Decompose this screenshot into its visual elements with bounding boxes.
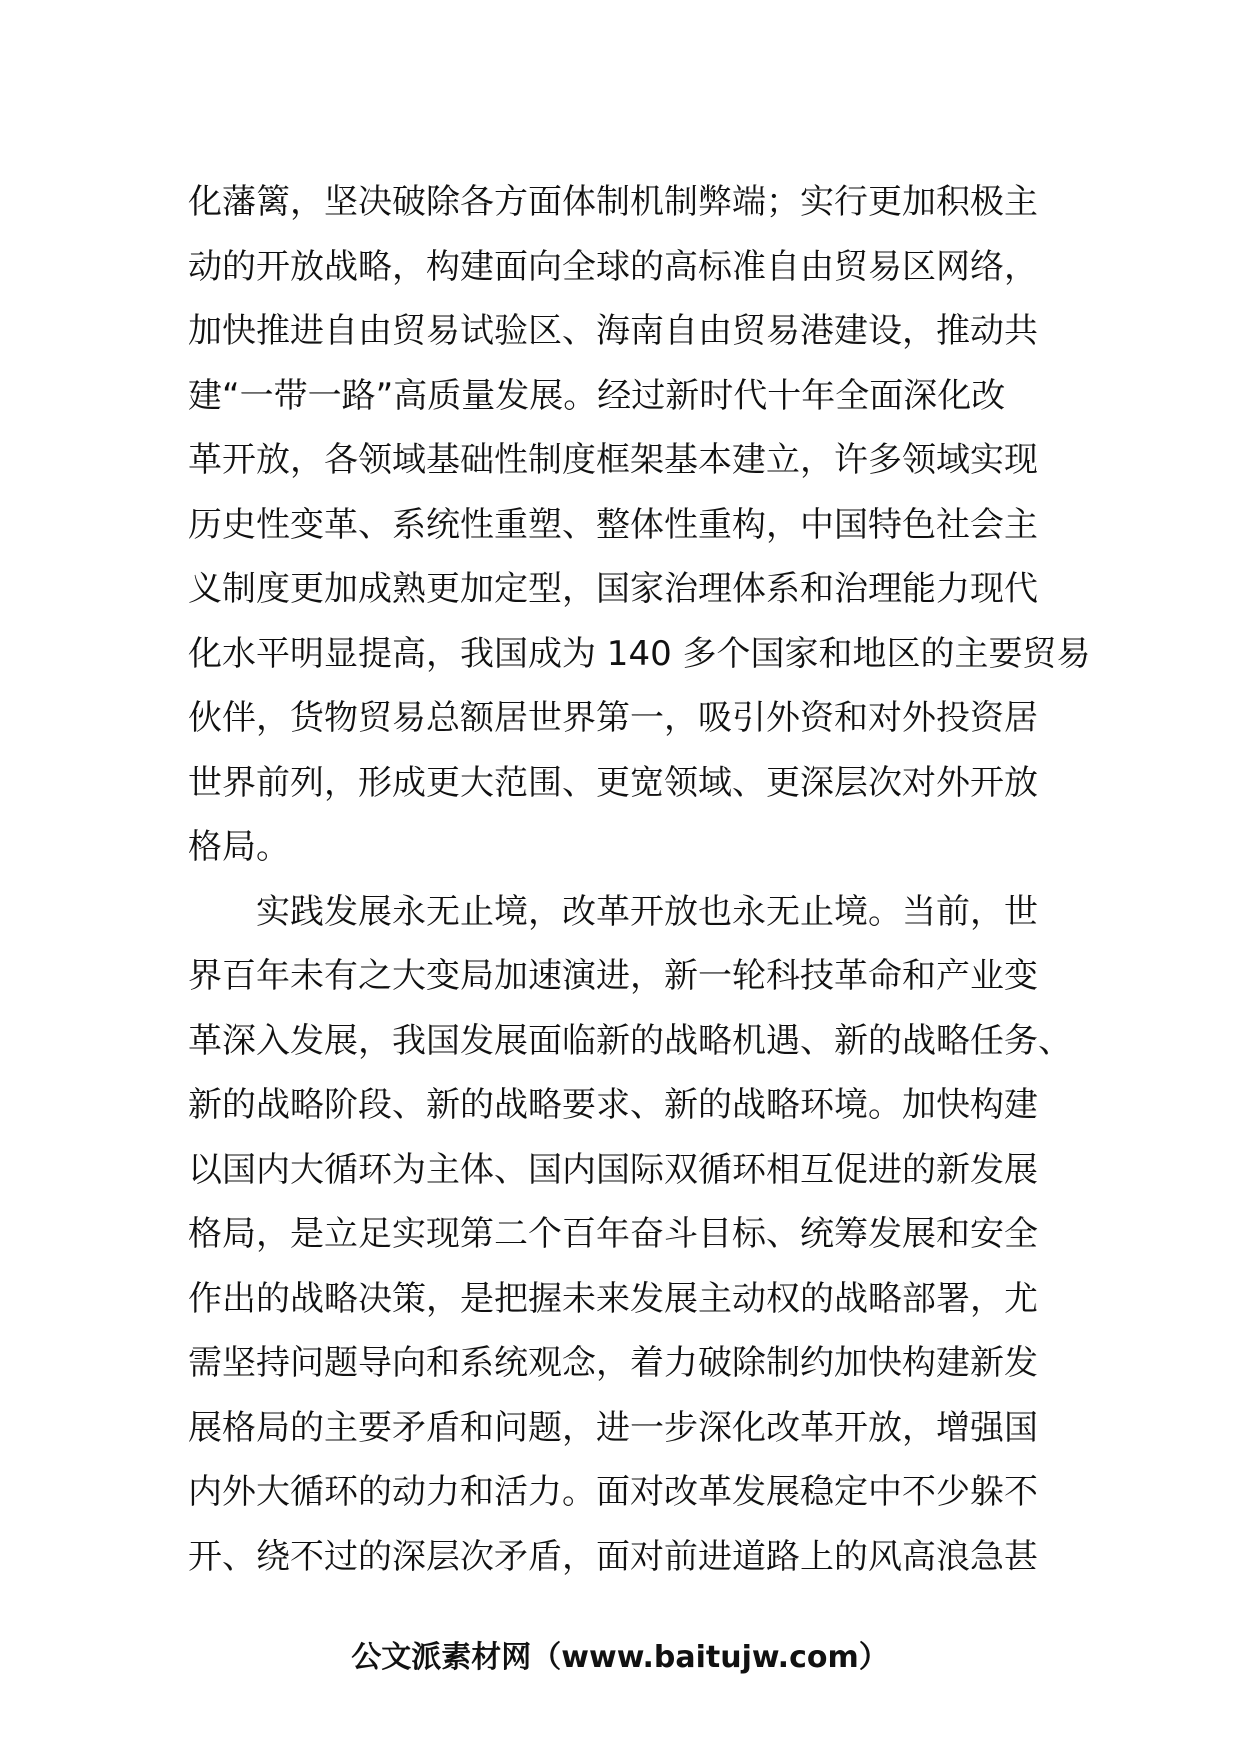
text-line: 化水平明显提高，我国成为 140 多个国家和地区的主要贸易 [188, 633, 1091, 674]
text-line: 历史性变革、系统性重塑、整体性重构，中国特色社会主 [188, 504, 1038, 545]
text-line: 以国内大循环为主体、国内国际双循环相互促进的新发展 [188, 1149, 1038, 1190]
text-line: 建“一带一路”高质量发展。经过新时代十年全面深化改 [188, 375, 1006, 416]
text-line: 界百年未有之大变局加速演进，新一轮科技革命和产业变 [188, 956, 1038, 996]
text-line: 作出的战略决策，是把握未来发展主动权的战略部署，尤 [188, 1278, 1038, 1319]
text-line: 化藩篱，坚决破除各方面体制机制弊端；实行更加积极主 [188, 182, 1038, 222]
text-line: 展格局的主要矛盾和问题，进一步深化改革开放，增强国 [188, 1407, 1038, 1448]
text-line: 新的战略阶段、新的战略要求、新的战略环境。加快构建 [188, 1085, 1038, 1125]
text-line: 需坚持问题导向和系统观念，着力破除制约加快构建新发 [188, 1343, 1038, 1383]
text-line: 革开放，各领域基础性制度框架基本建立，许多领域实现 [188, 440, 1038, 480]
text-line: 世界前列，形成更大范围、更宽领域、更深层次对外开放 [188, 762, 1038, 803]
text-line: 动的开放战略，构建面向全球的高标准自由贸易区网络， [188, 246, 1038, 287]
text-line: 格局，是立足实现第二个百年奋斗目标、统筹发展和安全 [188, 1214, 1038, 1254]
footer-watermark: 公文派素材网（www.baitujw.com） [351, 1640, 889, 1675]
body-text [188, 170, 1091, 1589]
text-line: 开、绕不过的深层次矛盾，面对前进道路上的风高浪急甚 [188, 1536, 1038, 1577]
text-line: 实践发展永无止境，改革开放也永无止境。当前，世 [256, 891, 1038, 932]
text-line: 加快推进自由贸易试验区、海南自由贸易港建设，推动共 [188, 311, 1038, 351]
text-line: 义制度更加成熟更加定型，国家治理体系和治理能力现代 [188, 569, 1038, 609]
text-line: 伙伴，货物贸易总额居世界第一，吸引外资和对外投资居 [188, 698, 1038, 738]
text-line: 内外大循环的动力和活力。面对改革发展稳定中不少躲不 [188, 1472, 1038, 1512]
text-line: 革深入发展，我国发展面临新的战略机遇、新的战略任务、 [188, 1020, 1072, 1061]
text-line: 格局。 [188, 827, 290, 867]
